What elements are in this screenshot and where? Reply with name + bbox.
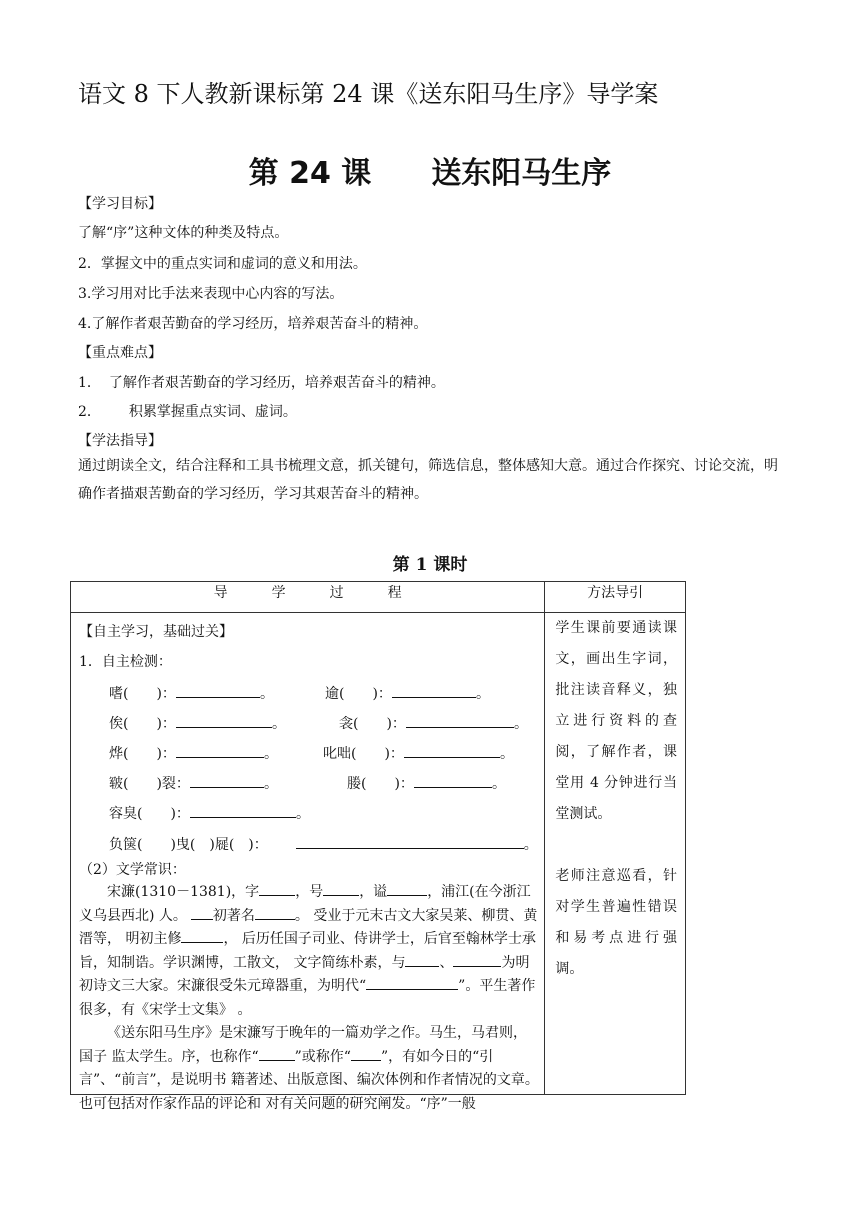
key-points-heading: 【重点难点】 [78,345,162,361]
process-cell [71,613,545,1112]
self-test-label: 1．自主检测： [79,654,172,670]
key-point-number: 1． [78,375,101,391]
goal-item: 3.学习用对比手法来表现中心内容的写法。 [78,286,344,302]
key-point-number: 2． [78,404,101,420]
header-process: 导 学 过 程 [71,582,545,613]
self-study-heading: 【自主学习，基础过关】 [79,624,233,640]
method-guide-cell [545,613,686,1095]
vocab-item: 嗜( )： 。 [109,683,274,703]
study-method-heading: 【学法指导】 [78,433,162,449]
vocab-item: 俟( )： 。 [109,713,286,733]
lesson-table [70,581,686,1112]
study-method-text: 通过朗读全文，结合注释和工具书梳理文意，抓关键句，筛选信息，整体感知大意。通过合作探究、讨论交流，明确作者描艰苦勤奋的学习经历，学习其艰苦奋斗的精神。 [78,458,778,502]
literature-paragraph: 宋濂(1310－1381)，字 ，号 ，谥 ，浦江(在今浙江义乌县西北) 人。 初著名 。 受业于元末古文大家吴莱、柳贯、黄溍等， 明初主修 ， 后历任国子司业、侍讲学士，后官至翰林学士承旨，知制诰。学识渊博，工散文， 文字简练朴素，与 、 为明初诗文三大家。宋濂很受朱元璋器重，为明代“ ”。平生著作很多，有《宋学士文集》 。 [79,881,539,1022]
lesson-number: 第 24 课 [248,156,372,191]
goal-item: 了解“序”这种文体的种类及特点。 [78,225,289,241]
key-point-item [78,401,297,421]
goal-item: 2．掌握文中的重点实词和虚词的意义和用法。 [78,256,367,272]
key-point-text: 了解作者艰苦勤奋的学习经历，培养艰苦奋斗的精神。 [108,375,445,391]
goals-heading: 【学习目标】 [78,196,162,212]
document-title: 语文 8 下人教新课标第 24 课《送东阳马生序》导学案 [78,80,659,108]
vocab-item: 烨( )： 。 [109,743,278,763]
vocab-item: 负箧( )曳( )屣( )： 。 [109,834,538,854]
header-method-guide: 方法导引 [545,582,686,613]
method-guide-text: 老师注意巡看，针对学生普遍性错误和易考点进行强调。 [555,868,677,977]
method-guide-text: 学生课前要通读课文，画出生字词，批注读音释义，独立进行资料的查阅，了解作者，课堂用 4 分钟进行当堂测试。 [555,620,677,822]
goal-item: 4.了解作者艰苦勤奋的学习经历，培养艰苦奋斗的精神。 [78,316,428,332]
vocab-item: 皲( )裂： 。 [109,773,278,793]
lesson-title [0,148,860,192]
vocab-item: 衾( )： 。 [339,713,528,733]
vocab-item: 容臭( )： 。 [109,803,310,823]
lesson-name: 送东阳马生序 [431,156,612,191]
key-point-item [78,372,445,392]
preface-paragraph: 《送东阳马生序》是宋濂写于晚年的一篇劝学之作。马生，马君则，国子 监太学生。序，也称作“ ”或称作“ ”，有如今日的“引言”、“前言”，是说明书 籍著述、出版意图、编次体例和作者情况的文章。也可包括对作家作品的评论和 对有关问题的研究阐发。“序”一般 [79,1025,539,1112]
key-point-text: 积累掌握重点实词、虚词。 [128,404,297,420]
vocab-item: 叱咄( )： 。 [323,743,514,763]
literature-label: （2）文学常识： [79,862,186,878]
vocab-item: 媵( )： 。 [347,773,506,793]
period-title: 第 1 课时 [392,555,468,575]
vocab-item: 逾( )： 。 [325,683,490,703]
